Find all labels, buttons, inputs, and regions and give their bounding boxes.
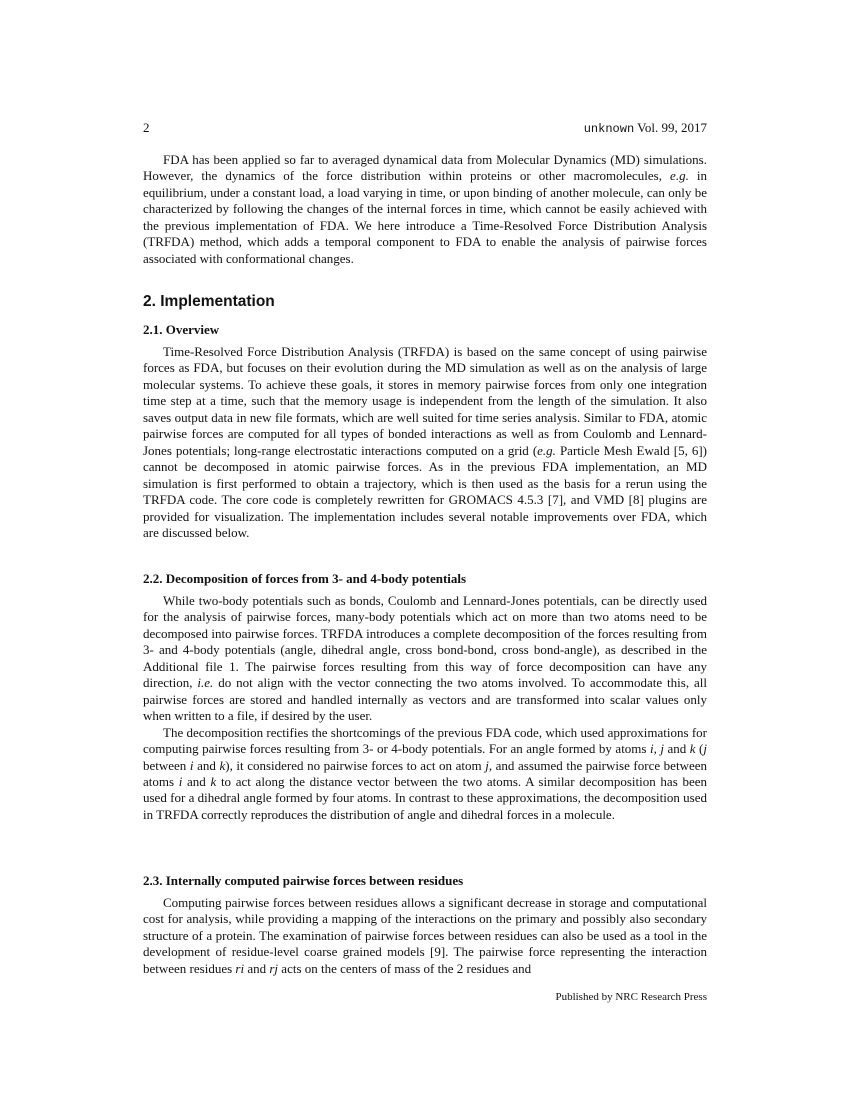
- residue-forces-section: [143, 895, 707, 977]
- intro-paragraph: FDA has been applied so far to averaged dynamical data from Molecular Dynamics (MD) simulations. However, the dynamics of the force distribution within proteins or other macromolecules, e.g. in equilibrium, under a constant load, a load varying in time, or upon binding of another molecule, can only be characterized by following the changes of the internal forces in time, which cannot be easily achieved with the previous implementation of FDA. We here introduce a Time-Resolved Force Distribution Analysis (TRFDA) method, which adds a temporal component to FDA to enable the analysis of pairwise forces associated with conformational changes.: [143, 152, 707, 266]
- publisher-footer: Published by NRC Research Press: [555, 991, 707, 1003]
- subsection-heading: 2.3. Internally computed pairwise forces between residues: [143, 873, 464, 888]
- subsection-heading: 2.2. Decomposition of forces from 3- and 4-body potentials: [143, 571, 467, 586]
- decomposition-paragraph-2: The decomposition rectifies the shortcomings of the previous FDA code, which used approximations for computing pairwise forces resulting from 3- or 4-body potentials. For an angle formed by atoms i, j and k (j between i and k), it considered no pairwise forces to act on atom j, and assumed the pairwise force between atoms i and k to act along the distance vector between the two atoms. A similar decomposition has been used for a dihedral angle formed by four atoms. In contrast to these approximations, the decomposition used in TRFDA correctly reproduces the distribution of angle and dihedral forces in a molecule.: [143, 724, 707, 822]
- section-heading: 2. Implementation: [143, 293, 275, 310]
- decomposition-section: [143, 593, 707, 823]
- journal-name: unknown: [583, 122, 635, 136]
- overview-paragraph: Time-Resolved Force Distribution Analysis (TRFDA) is based on the same concept of using pairwise forces as FDA, but focuses on their evolution during the MD simulation as well as on the analysis of large molecular systems. To achieve these goals, it stores in memory pairwise forces from only one integration time step at a time, such that the memory usage is independent from the length of the simulation. It also saves output data in new file formats, which are well suited for time series analysis. Similar to FDA, atomic pairwise forces are computed for all types of bonded interactions as well as from Coulomb and Lennard-Jones potentials; long-range electrostatic interactions computed on a grid (e.g. Particle Mesh Ewald [5, 6]) cannot be decomposed in atomic pairwise forces. As in the previous FDA implementation, an MD simulation is first performed to obtain a trajectory, which is then used as the basis for a rerun using the TRFDA code. The core code is completely rewritten for GROMACS 4.5.3 [7], and VMD [8] plugins are provided for visualization. The implementation includes several notable improvements over FDA, which are discussed below.: [143, 344, 708, 540]
- page-number: 2: [143, 120, 150, 135]
- intro-section: [143, 152, 707, 267]
- residue-forces-paragraph: Computing pairwise forces between residues allows a significant decrease in storage and computational cost for analysis, while providing a mapping of the interactions on the primary and possibly also secondary structure of a protein. The examination of pairwise forces between residues can also be used as a tool in the development of residue-level coarse grained models [9]. The pairwise force representing the interaction between residues ri and rj acts on the centers of mass of the 2 residues and: [143, 895, 707, 976]
- journal-info: [584, 120, 707, 137]
- decomposition-paragraph-1: While two-body potentials such as bonds, Coulomb and Lennard-Jones potentials, can be directly used for the analysis of pairwise forces, many-body potentials which act on more than two atoms need to be decomposed into pairwise forces. TRFDA introduces a complete decomposition of the forces resulting from 3- and 4-body potentials (angle, dihedral angle, cross bond-bond, cross bond-angle), as described in the Additional file 1. The pairwise forces resulting from this way of force decomposition can have any direction, i.e. do not align with the vector connecting the two atoms involved. To accommodate this, all pairwise forces are stored and handled internally as vectors and are transformed into scalar values only when written to a file, if desired by the user.: [143, 593, 707, 724]
- overview-section: [143, 344, 707, 541]
- volume-year: Vol. 99, 2017: [637, 120, 707, 135]
- subsection-heading: 2.1. Overview: [143, 322, 220, 337]
